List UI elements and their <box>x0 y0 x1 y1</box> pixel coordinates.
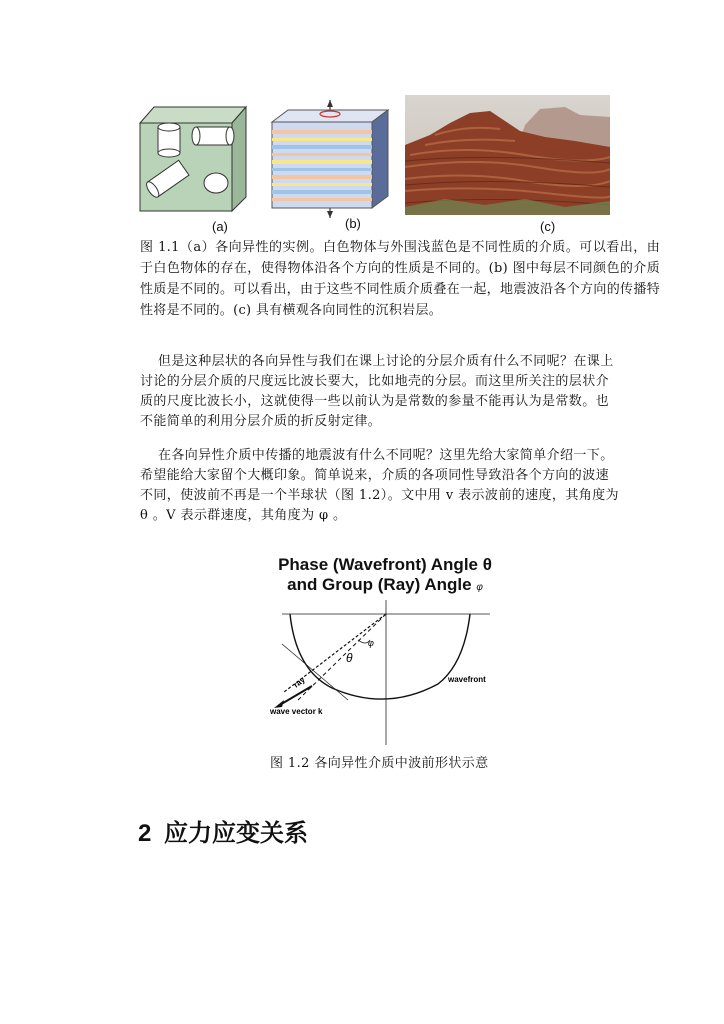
figure-1c-label: (c) <box>540 219 556 234</box>
figure-1c-image <box>405 95 610 215</box>
phi-label: φ <box>368 638 374 648</box>
figure-1a-image <box>138 105 248 215</box>
wavefront-label: wavefront <box>448 675 486 684</box>
figure-1a-label: (a) <box>212 219 228 234</box>
figure-2-caption: 图 1.2 各向异性介质中波前形状示意 <box>270 756 489 771</box>
paragraph-1-text: 但是这种层状的各向异性与我们在课上讨论的分层介质有什么不同呢？在课上讨论的分层介质的尺度远比波长要大，比如地壳的分层。而这里所关注的层状介质的尺度比波长小，这就使得一些以前认为是常数的参量不能再认为是常数。也不能简单的利用分层介质的折反射定律。 <box>140 354 614 429</box>
paragraph-2 <box>140 446 620 526</box>
figure-2-title-line1: Phase (Wavefront) Angle θ <box>278 555 492 574</box>
figure-1b-label: (b) <box>345 216 361 231</box>
section-heading <box>138 813 308 848</box>
figure-2-title-phi: φ <box>476 582 483 593</box>
paragraph-2-text: 在各向异性介质中传播的地震波有什么不同呢？这里先给大家简单介绍一下。希望能给大家留个大概印象。简单说来，介质的各项同性导致沿各个方向的波速不同，使波前不再是一个半球状（图 1.2）。文中用 v 表示波前的速度，其角度为 θ 。V 表示群速度，其角度为 φ 。 <box>140 448 619 523</box>
figure-1b-image <box>268 100 393 218</box>
tangent-line <box>282 644 348 700</box>
figure-1-caption: 图 1.1（a）各向异性的实例。白色物体与外围浅蓝色是不同性质的介质。可以看出，由于白色物体的存在，使得物体沿各个方向的性质是不同的。(b) 图中每层不同颜色的介质性质是不同的。可以看出，由于这些不同性质介质叠在一起，地震波沿各个方向的传播特性将是不同的。(c) 具有横观各向同性的沉积岩层。 <box>140 240 660 318</box>
figure-2-diagram <box>262 600 492 745</box>
figure-2-title <box>260 555 510 598</box>
paragraph-1 <box>140 352 620 432</box>
ray-label: ray <box>291 675 307 690</box>
wavefront-curve <box>290 614 470 699</box>
wave-vector-label: wave vector k <box>270 707 323 716</box>
section-title: 应力应变关系 <box>164 820 309 847</box>
section-number: 2 <box>138 820 152 847</box>
figure-2-title-line2: and Group (Ray) Angle φ <box>287 575 483 594</box>
theta-label: θ <box>346 651 353 665</box>
